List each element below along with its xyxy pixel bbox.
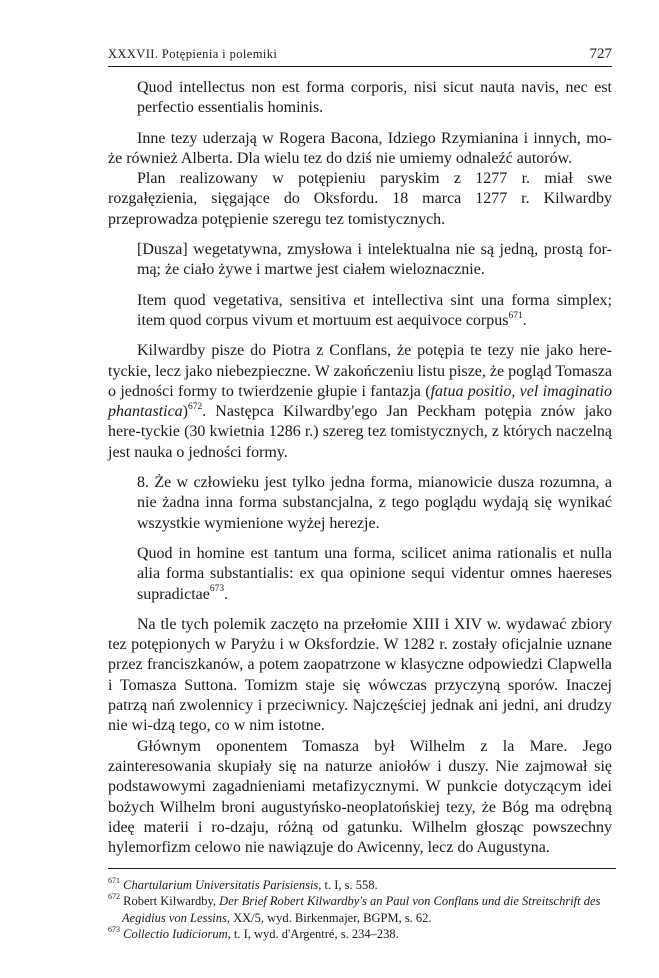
paren-close: ) — [182, 403, 188, 421]
latin-quote-homine — [108, 544, 612, 605]
latin-quote-vegetativa-text: Item quod vegetativa, sensitiva et intellectiva sint una forma simplex; item quod corpus vivum et mortuum est aequivoce corpus — [137, 291, 612, 329]
paragraph-other-theses: Inne tezy uderzają w Rogera Bacona, Idziego Rzymianina i innych, mo-że również Alberta. Dla wielu tez do dziś nie umiemy odnaleźć autorów. — [108, 129, 612, 167]
footnote-rest: , XX/5, wyd. Birkenmajer, BGPM, s. 62. — [226, 910, 432, 925]
footnote-number: 672 — [108, 892, 120, 902]
paragraph-kilwardby-letter — [108, 341, 612, 463]
punct: . — [522, 311, 527, 329]
quote-thesis-eight: 8. Że w człowieku jest tylko jedna forma, mianowicie dusza rozumna, a nie żadna inna forma substancjalna, z tego poglądu wydają się wynikać wszystkie wymienione wyżej herezje. — [137, 474, 612, 532]
paragraph-wilhelm-de-la-mare: Głównym oponentem Tomasza był Wilhelm z la Mare. Jego zainteresowania skupiały się na naturze aniołów i duszy. Nie zajmował się podstawowymi zagadnieniami metafizycznymi. W punkcie dotyczącym idei bożych Wilhelm broni augustyńsko-neoplatońskiej tezy, że Bóg ma odrębną ideę materii i ro-dzaju, różną od gatunku. Wilhelm głosząc powszechny hylemorfizm celowo nie nawiązuje do Awicenny, lecz do Augustyna. — [108, 737, 612, 857]
latin-quote-vegetativa — [108, 291, 612, 332]
latin-quote-intellectus: Quod intellectus non est forma corporis, nisi sicut nauta navis, nec est perfectio essentialis hominis. — [137, 79, 612, 117]
chapter-title: XXXVII. Potępienia i polemiki — [108, 47, 278, 61]
footnote-671 — [108, 877, 616, 893]
footnote-rest: , t. I, wyd. d'Argentré, s. 234–238. — [227, 926, 399, 941]
footnote-ref-673: 673 — [209, 584, 225, 595]
punct: . — [224, 585, 229, 603]
latin-quote-homine-text: Quod in homine est tantum una forma, scilicet anima rationalis et nulla alia forma substantialis: ex qua opinione sequi videntur omnes haereses supradictae — [137, 544, 612, 603]
running-header — [108, 46, 612, 67]
footnote-title: Chartularium Universitatis Parisiensis — [123, 878, 319, 892]
page-number: 727 — [589, 46, 612, 62]
footnote-author: Robert Kilwardby, — [123, 894, 220, 909]
paragraph-kilwardby-c: . Następca Kilwardby'ego Jan Peckham potępia znów jako here-tyckie (30 kwietnia 1286 r.) szereg tez tomistycznych, z których naczelną jest nauka o jedności formy. — [108, 403, 612, 461]
footnote-673 — [108, 926, 616, 942]
quote-soul-polish: [Dusza] wegetatywna, zmysłowa i intelektualna nie są jedną, prostą for-mą; że ciało żywe i martwe jest ciałem wieloznacznie. — [137, 241, 612, 279]
page-body — [108, 78, 612, 858]
paragraph-kilwardby-a: Kilwardby pisze do Piotra z Conflans, że potępia te tezy nie jako here-tyckie, lecz jako niebezpieczne. W zakończeniu listu pisze, że pogląd Tomasza o jedności formy to twierdzenie głupie i fantazja ( — [108, 342, 612, 400]
footnote-number: 673 — [108, 924, 120, 934]
latin-phrase-fatua: fatua positio, vel imaginatio phantastica — [108, 382, 613, 421]
footnote-title: Der Brief Robert Kilwardby's an Paul von Conflans und die Streitschrift des Aegidius von Lessins — [122, 894, 601, 925]
footnote-divider — [108, 868, 616, 869]
footnote-ref-671: 671 — [508, 310, 523, 321]
footnote-number: 671 — [108, 875, 120, 885]
footnote-rest: , t. I, s. 558. — [318, 878, 378, 892]
footnotes — [108, 877, 616, 942]
footnote-672 — [108, 893, 616, 926]
footnote-title: Collectio Iudiciorum — [123, 926, 228, 941]
paragraph-oxford-plan: Plan realizowany w potępieniu paryskim z 1277 r. miał swe rozgałęzienia, sięgające do Oksfordu. 18 marca 1277 r. Kilwardby przeprowadza potępienie szeregu tez tomistycznych. — [108, 170, 612, 228]
footnote-ref-672: 672 — [188, 401, 203, 412]
paragraph-collections: Na tle tych polemik zaczęto na przełomie XIII i XIV w. wydawać zbiory tez potępionych w Paryżu i w Oksfordzie. W 1282 r. zostały oficjalnie uznane przez franciszkanów, a potem zaopatrzone w klasyczne odpowiedzi Clapwella i Tomasza Suttona. Tomizm staje się wówczas przyczyną sporów. Inaczej patrzą nań zwolennicy i przeciwnicy. Najczęściej jednak ani jedni, ani drudzy nie wi-dzą tego, co w nim istotne. — [108, 615, 612, 735]
